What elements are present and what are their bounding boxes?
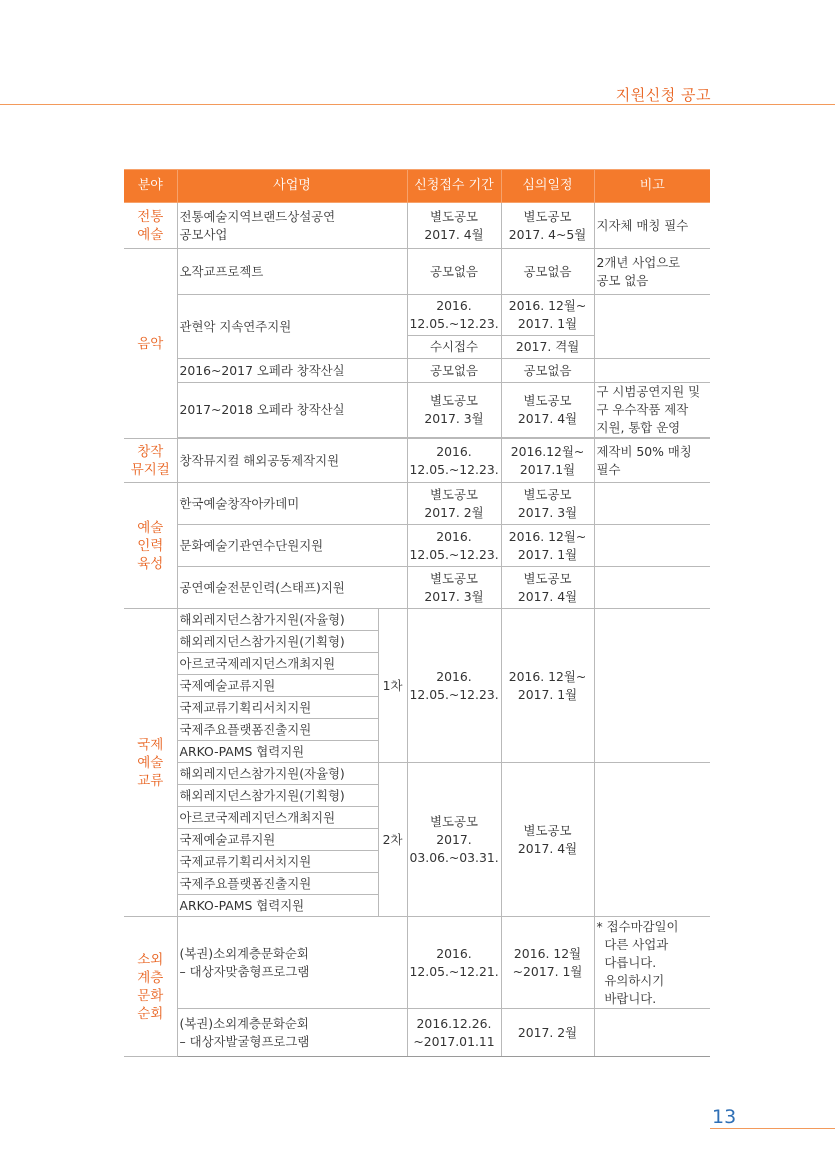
program-name: 2017~2018 오페라 창작산실: [177, 383, 407, 438]
review-schedule: 2016. 12월~ 2017. 1월: [501, 609, 594, 763]
review-schedule: 2016. 12월~ 2017. 1월: [501, 295, 594, 336]
review-schedule: 2016. 12월 ~2017. 1월: [501, 917, 594, 1009]
application-period: 2016. 12.05.~12.23.: [407, 439, 501, 483]
program-name: 국제예술교류지원: [177, 829, 378, 851]
page-number: 13: [712, 1106, 737, 1128]
application-period: 수시접수: [407, 336, 501, 359]
review-schedule: 2016. 12월~ 2017. 1월: [501, 525, 594, 567]
table-header-row: [124, 170, 710, 203]
program-name: 해외레지던스참가지원(자율형): [177, 763, 378, 785]
review-schedule: 별도공모 2017. 4월: [501, 763, 594, 917]
remarks: [594, 483, 710, 525]
table-row: [124, 917, 710, 1009]
remarks: 구 시범공연지원 및 구 우수작품 제작 지원, 통합 운영: [594, 383, 710, 438]
table-row: [124, 359, 710, 383]
program-name: 아르코국제레지던스개최지원: [177, 653, 378, 675]
remarks: [594, 295, 710, 359]
program-name: 국제교류기획리서치지원: [177, 851, 378, 873]
table-row: [124, 249, 710, 295]
category-outreach: 소외 계층 문화 순회: [124, 917, 177, 1057]
program-name: (복권)소외계층문화순회 – 대상자발굴형프로그램: [177, 1009, 407, 1057]
application-period: 2016. 12.05.~12.21.: [407, 917, 501, 1009]
application-period: 별도공모 2017. 3월: [407, 383, 501, 438]
review-schedule: 별도공모 2017. 4월: [501, 383, 594, 438]
table-row: [124, 483, 710, 525]
program-name: 국제교류기획리서치지원: [177, 697, 378, 719]
review-schedule: 2016.12월~ 2017.1월: [501, 439, 594, 483]
application-period: 별도공모 2017. 3월: [407, 567, 501, 609]
program-name: 전통예술지역브랜드상설공연 공모사업: [177, 203, 407, 249]
category-training: 예술 인력 육성: [124, 483, 177, 609]
application-period: 공모없음: [407, 359, 501, 383]
program-name: 아르코국제레지던스개최지원: [177, 807, 378, 829]
review-schedule: 2017. 격월: [501, 336, 594, 359]
review-schedule: 공모없음: [501, 359, 594, 383]
program-name: 창작뮤지컬 해외공동제작지원: [177, 439, 407, 483]
program-name: 한국예술창작아카데미: [177, 483, 407, 525]
program-name: 2016~2017 오페라 창작산실: [177, 359, 407, 383]
remarks: [594, 525, 710, 567]
program-name: 공연예술전문인력(스태프)지원: [177, 567, 407, 609]
table-row: [124, 525, 710, 567]
remarks: [594, 609, 710, 763]
table-row: [124, 295, 710, 336]
program-name: 해외레지던스참가지원(기획형): [177, 785, 378, 807]
category-international: 국제 예술 교류: [124, 609, 177, 917]
header-divider: [0, 104, 835, 105]
application-period: 별도공모 2017. 03.06.~03.31.: [407, 763, 501, 917]
program-name: 해외레지던스참가지원(기획형): [177, 631, 378, 653]
application-period: 2016.12.26. ~2017.01.11: [407, 1009, 501, 1057]
review-schedule: 별도공모 2017. 4월: [501, 567, 594, 609]
support-schedule-table: [124, 169, 710, 1057]
program-name: ARKO-PAMS 협력지원: [177, 741, 378, 763]
footer-divider: [710, 1128, 835, 1129]
remarks-deadline-notice: * 접수마감일이 다른 사업과 다릅니다. 유의하시기 바랍니다.: [594, 917, 710, 1009]
header-category: 분야: [124, 170, 177, 203]
header-program: 사업명: [177, 170, 407, 203]
table-row: [124, 609, 710, 631]
review-schedule: 2017. 2월: [501, 1009, 594, 1057]
table-row: [124, 763, 710, 785]
category-traditional: 전통 예술: [124, 203, 177, 249]
review-schedule: 별도공모 2017. 4~5월: [501, 203, 594, 249]
round-label: 1차: [378, 609, 407, 763]
program-name: 국제주요플랫폼진출지원: [177, 719, 378, 741]
header-period: 신청접수 기간: [407, 170, 501, 203]
review-schedule: 별도공모 2017. 3월: [501, 483, 594, 525]
header-note: 비고: [594, 170, 710, 203]
program-name: 국제주요플랫폼진출지원: [177, 873, 378, 895]
category-musical: 창작 뮤지컬: [124, 439, 177, 483]
remarks: 지자체 매칭 필수: [594, 203, 710, 249]
program-name: 문화예술기관연수단원지원: [177, 525, 407, 567]
table-row: [124, 1009, 710, 1057]
table-row: [124, 383, 710, 438]
table-row: [124, 567, 710, 609]
application-period: 별도공모 2017. 2월: [407, 483, 501, 525]
program-name: (복권)소외계층문화순회 – 대상자맞춤형프로그램: [177, 917, 407, 1009]
program-name: 국제예술교류지원: [177, 675, 378, 697]
remarks: [594, 763, 710, 917]
program-name: 오작교프로젝트: [177, 249, 407, 295]
application-period: 공모없음: [407, 249, 501, 295]
round-label: 2차: [378, 763, 407, 917]
review-schedule: 공모없음: [501, 249, 594, 295]
remarks: 2개년 사업으로 공모 없음: [594, 249, 710, 295]
program-name: 관현악 지속연주지원: [177, 295, 407, 359]
application-period: 2016. 12.05.~12.23.: [407, 609, 501, 763]
page-header-title: 지원신청 공고: [615, 86, 711, 104]
header-review: 심의일정: [501, 170, 594, 203]
application-period: 2016. 12.05.~12.23.: [407, 295, 501, 336]
program-name: 해외레지던스참가지원(자율형): [177, 609, 378, 631]
table-row: [124, 203, 710, 249]
remarks: [594, 567, 710, 609]
remarks: [594, 1009, 710, 1057]
application-period: 2016. 12.05.~12.23.: [407, 525, 501, 567]
remarks: [594, 359, 710, 383]
remarks: 제작비 50% 매칭 필수: [594, 439, 710, 483]
table-row: [124, 439, 710, 483]
category-music: 음악: [124, 249, 177, 439]
application-period: 별도공모 2017. 4월: [407, 203, 501, 249]
program-name: ARKO-PAMS 협력지원: [177, 895, 378, 917]
